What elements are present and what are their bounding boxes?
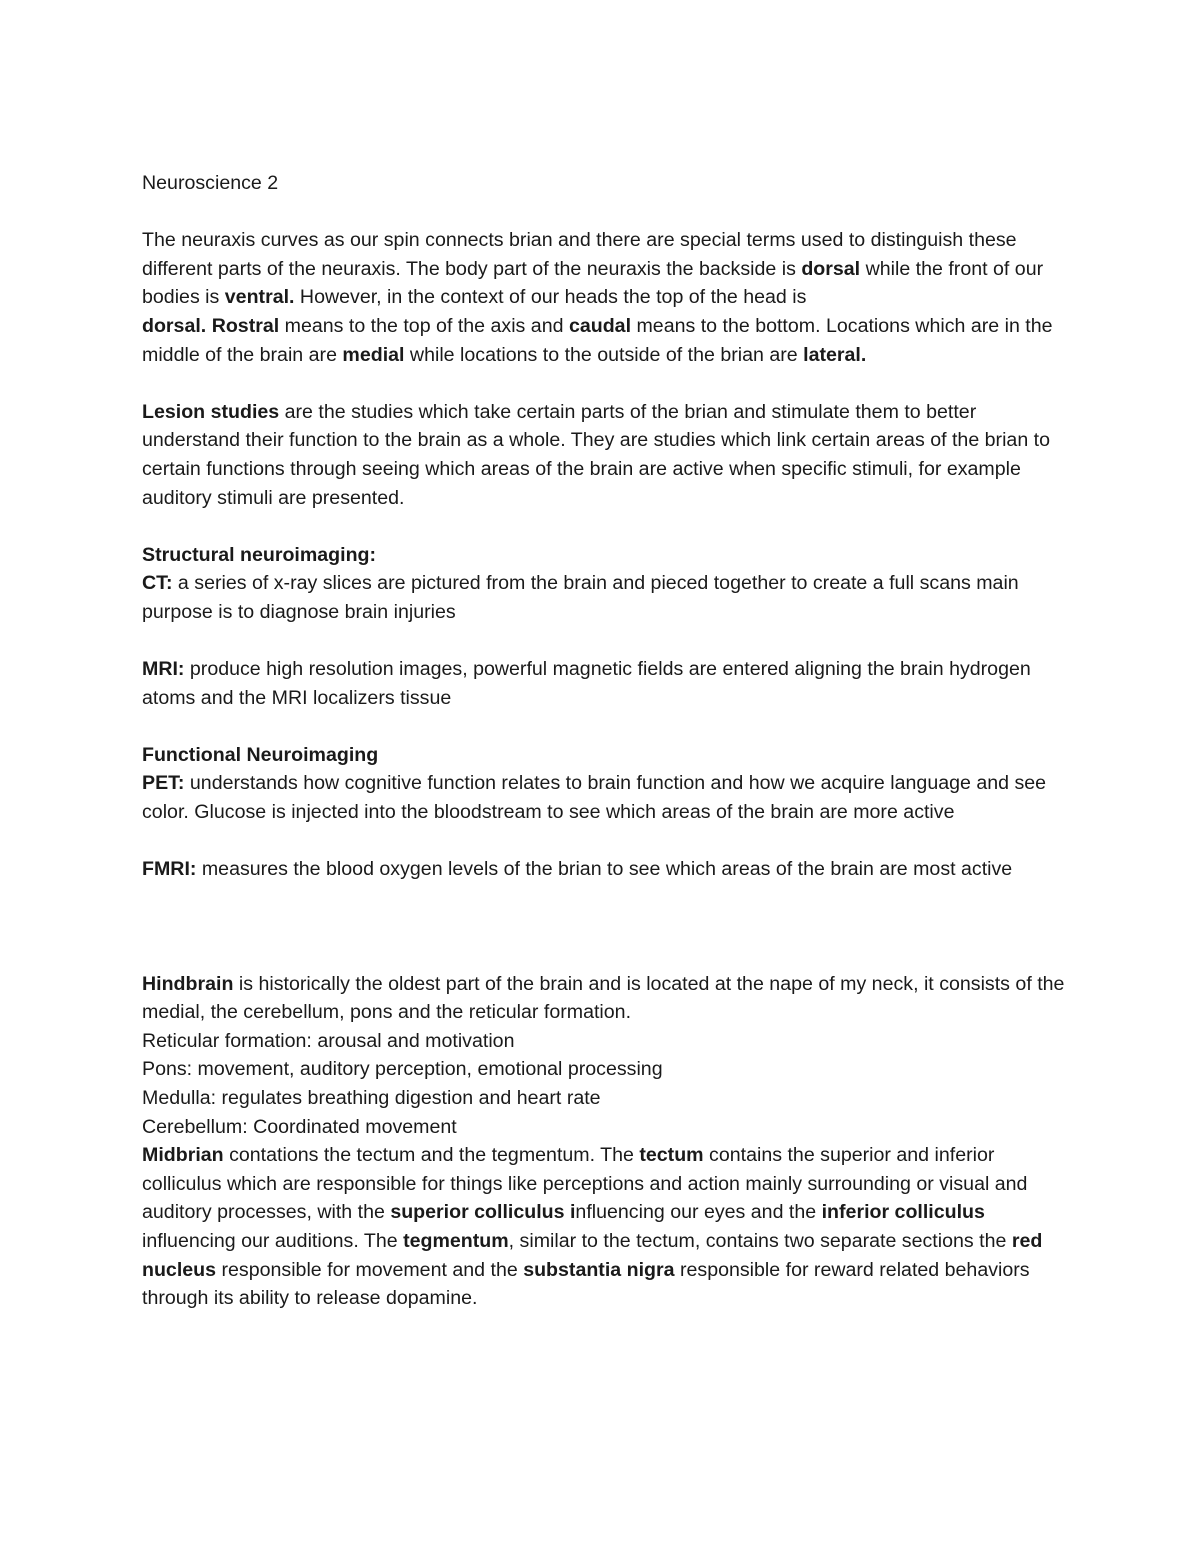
term-lateral: lateral. (803, 343, 867, 366)
text: However, in the context of our heads the top of the head is (294, 286, 807, 309)
term-ventral: ventral. (224, 286, 295, 309)
term-ct: CT: (142, 572, 173, 595)
hindbrain-paragraph (142, 970, 1067, 1027)
text: influencing our auditions. The (142, 1229, 404, 1252)
term-medial: medial (342, 343, 405, 366)
ct-paragraph (142, 569, 1067, 626)
term-fmri: FMRI: (142, 858, 197, 881)
text: contains the superior and inferior colliculus which are responsible for things like perceptions and action mainly surrounding or visual and auditory processes, with the (142, 1144, 1028, 1224)
term-tectum: tectum (639, 1144, 704, 1167)
text: is historically the oldest part of the brain and is located at the nape of my neck, it consists of the medial, the cerebellum, pons and the reticular formation. (142, 972, 1065, 1024)
spacer (142, 627, 1067, 656)
text: understands how cognitive function relates to brain function and how we acquire language and see color. Glucose is injected into the bloodstream to see which areas of the brain are more active (142, 772, 1047, 824)
term-superior-colliculus: superior colliculus i (390, 1201, 576, 1224)
spacer (142, 712, 1067, 741)
term-dorsal: dorsal (801, 257, 861, 280)
text: means to the bottom. Locations which are in the middle of the brain are (142, 314, 1053, 366)
list-item: Medulla: regulates breathing digestion and heart rate (142, 1087, 601, 1110)
text: nfluencing our eyes and the (575, 1201, 822, 1224)
text: , similar to the tectum, contains two separate sections the (508, 1229, 1012, 1252)
document-title: Neuroscience 2 (142, 172, 279, 194)
spacer (142, 884, 1067, 970)
term-midbrian: Midbrian (142, 1144, 224, 1167)
functional-heading (142, 741, 1067, 770)
spacer (142, 512, 1067, 541)
text: responsible for reward related behaviors through its ability to release dopamine. (142, 1258, 1030, 1310)
spacer (142, 827, 1067, 856)
term-hindbrain: Hindbrain (142, 972, 234, 995)
term-lesion-studies: Lesion studies (142, 400, 280, 423)
term-caudal: caudal (568, 314, 632, 337)
text: responsible for movement and the (216, 1258, 524, 1281)
mri-paragraph (142, 655, 1067, 712)
text: while the front of our bodies is (142, 257, 1044, 309)
text: contations the tectum and the tegmentum. The (223, 1144, 640, 1167)
list-item: Pons: movement, auditory perception, emotional processing (142, 1058, 663, 1081)
text: The neuraxis curves as our spin connects brian and there are special terms used to distinguish these different parts of the neuraxis. The body part of the neuraxis the backside is (142, 229, 1017, 280)
midbrain-paragraph (142, 1141, 1067, 1313)
term-dorsal-rostral: dorsal. Rostral (142, 314, 280, 337)
lesion-paragraph (142, 398, 1067, 512)
neuraxis-paragraph (142, 226, 1067, 369)
structural-heading (142, 541, 1067, 570)
term-mri: MRI: (142, 658, 185, 681)
list-item: Reticular formation: arousal and motivation (142, 1029, 515, 1052)
spacer (142, 198, 1067, 227)
term-inferior-colliculus: inferior colliculus (821, 1201, 985, 1224)
term-tegmentum: tegmentum (403, 1229, 509, 1252)
text: are the studies which take certain parts of the brian and stimulate them to better understand their function to the brain as a whole. They are studies which link certain areas of the brian to certain functions through seeing which areas of the brain are active when specific stimuli, for example auditory stimuli are presented. (142, 400, 1051, 509)
pet-paragraph (142, 769, 1067, 826)
text: produce high resolution images, powerful magnetic fields are entered aligning the brain hydrogen atoms and the MRI localizers tissue (142, 658, 1031, 709)
term-red-nucleus: red nucleus (142, 1229, 1043, 1281)
fmri-paragraph (142, 855, 1067, 884)
list-item: Cerebellum: Coordinated movement (142, 1115, 457, 1138)
heading-text: Structural neuroimaging: (142, 543, 377, 566)
document-body (142, 169, 1067, 1313)
term-pet: PET: (142, 772, 185, 795)
heading-text: Functional Neuroimaging (142, 743, 379, 766)
term-substantia-nigra: substantia nigra (523, 1258, 675, 1281)
text: a series of x-ray slices are pictured from the brain and pieced together to create a full scans main purpose is to diagnose brain injuries (142, 572, 1019, 623)
text: measures the blood oxygen levels of the brian to see which areas of the brain are most active (196, 858, 1013, 881)
text: while locations to the outside of the brian are (404, 343, 804, 366)
text: means to the top of the axis and (279, 314, 569, 337)
spacer (142, 369, 1067, 398)
